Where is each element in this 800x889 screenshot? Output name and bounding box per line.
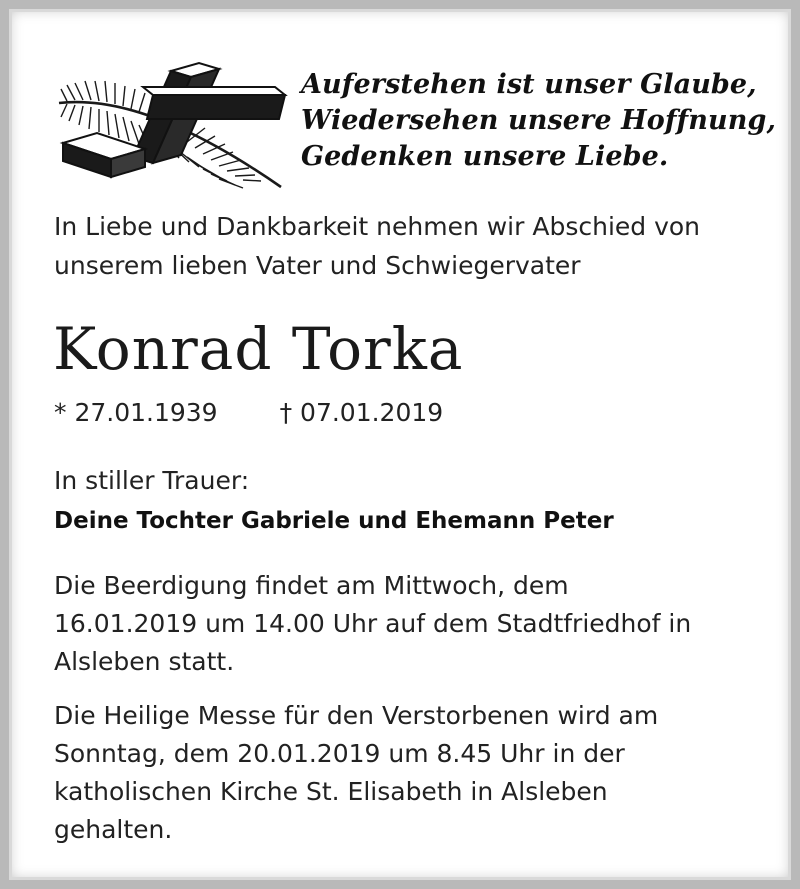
quote-verse — [301, 67, 776, 175]
cross-with-palm-frond-icon — [53, 59, 289, 194]
deceased-name: Konrad Torka — [53, 315, 464, 383]
mass-line: katholischen Kirche St. Elisabeth in Alsleben — [54, 777, 608, 806]
mass-line: Sonntag, dem 20.01.2019 um 8.45 Uhr in der — [54, 739, 625, 768]
funeral-info — [54, 567, 774, 681]
mourners-names: Deine Tochter Gabriele und Ehemann Peter — [54, 508, 614, 534]
funeral-line: Die Beerdigung findet am Mittwoch, dem — [54, 571, 569, 600]
mass-line: gehalten. — [54, 815, 173, 844]
mass-line: Die Heilige Messe für den Verstorbenen wird am — [54, 701, 659, 730]
quote-line: Gedenken unsere Liebe. — [301, 141, 669, 172]
mourning-label: In stiller Trauer: — [54, 466, 250, 495]
mass-info — [54, 697, 774, 849]
funeral-line: 16.01.2019 um 14.00 Uhr auf dem Stadtfriedhof in — [54, 609, 692, 638]
birth-date: * 27.01.1939 — [54, 398, 218, 427]
death-date: † 07.01.2019 — [279, 398, 444, 427]
funeral-line: Alsleben statt. — [54, 647, 235, 676]
quote-line: Wiedersehen unsere Hoffnung, — [301, 105, 776, 136]
intro-text — [54, 207, 774, 285]
intro-line: In Liebe und Dankbarkeit nehmen wir Abschied von — [54, 212, 701, 241]
intro-line: unserem lieben Vater und Schwiegervater — [54, 251, 581, 280]
life-dates — [54, 397, 443, 429]
quote-line: Auferstehen ist unser Glaube, — [301, 69, 757, 100]
